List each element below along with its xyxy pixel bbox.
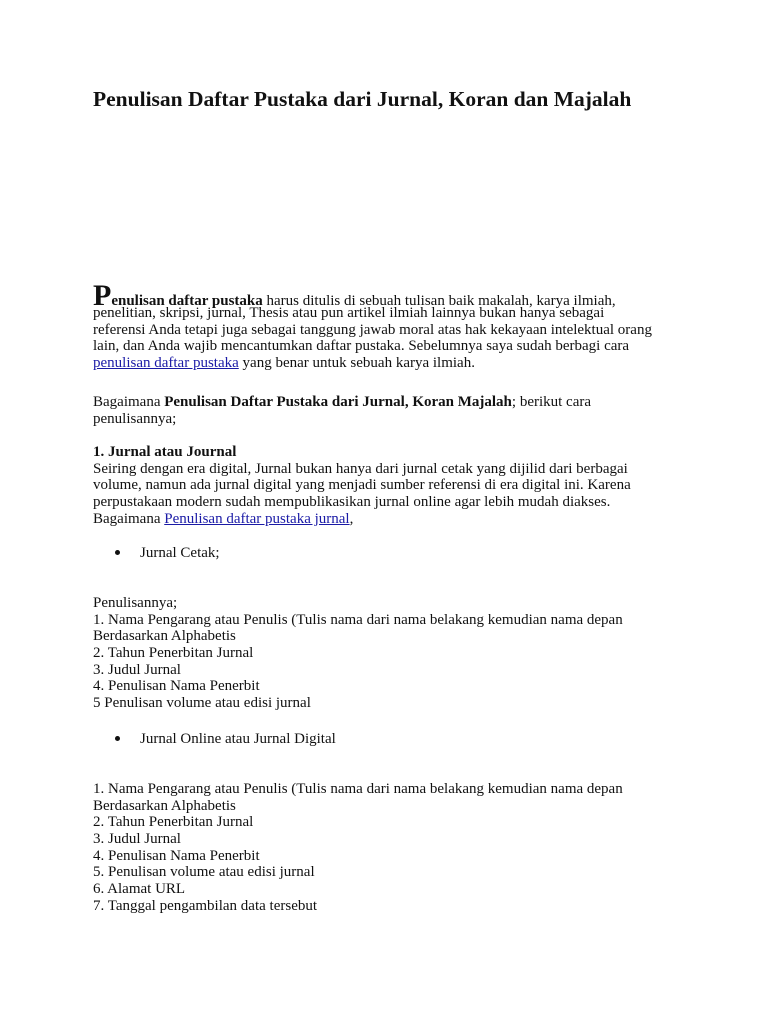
- list-item: 1. Nama Pengarang atau Penulis (Tulis nama dari nama belakang kemudian nama depan: [93, 611, 623, 628]
- bullet-icon: [115, 736, 120, 741]
- text-line: volume, namun ada jurnal digital yang menjadi sumber referensi di era digital ini. Karena: [93, 477, 631, 494]
- list-item: 7. Tanggal pengambilan data tersebut: [93, 897, 318, 914]
- text-line: lain, dan Anda wajib mencantumkan daftar pustaka. Sebelumnya saya sudah berbagi cara: [93, 338, 630, 355]
- bullet-item: [115, 731, 336, 748]
- list-item: 3. Judul Jurnal: [93, 831, 181, 848]
- bold-text: Penulisan Daftar Pustaka dari Jurnal, Koran Majalah: [164, 394, 512, 410]
- bullet-icon: [115, 550, 120, 555]
- intro-bold: enulisan daftar pustaka: [111, 293, 263, 309]
- list-jurnal-cetak: [93, 595, 623, 712]
- page-title: Penulisan Daftar Pustaka dari Jurnal, Koran dan Majalah: [93, 87, 632, 111]
- paragraph-2: [93, 394, 591, 427]
- list-item: 4. Penulisan Nama Penerbit: [93, 678, 260, 695]
- text-line: Seiring dengan era digital, Jurnal bukan hanya dari jurnal cetak yang dijilid dari berbagai: [93, 460, 628, 477]
- intro-paragraph: [93, 279, 652, 372]
- text-line: yang benar untuk sebuah karya ilmiah.: [238, 355, 475, 372]
- list-item: 5 Penulisan volume atau edisi jurnal: [93, 695, 311, 712]
- list-jurnal-online: [93, 781, 623, 915]
- drop-cap: P: [93, 279, 112, 312]
- text-line: perpustakaan modern sudah mempublikasikan jurnal online agar lebih mudah diakses.: [93, 494, 611, 511]
- list-item: 2. Tahun Penerbitan Jurnal: [93, 645, 254, 662]
- list-item: Berdasarkan Alphabetis: [93, 797, 236, 814]
- list-item: 2. Tahun Penerbitan Jurnal: [93, 814, 254, 831]
- list-item: 4. Penulisan Nama Penerbit: [93, 847, 260, 864]
- list-item: 3. Judul Jurnal: [93, 661, 181, 678]
- text: ,: [349, 510, 354, 527]
- bullet-item: [115, 545, 220, 562]
- text-line: harus ditulis di sebuah tulisan baik makalah, karya ilmiah,: [262, 293, 616, 309]
- text-line: penulisannya;: [93, 410, 177, 427]
- list-item: 6. Alamat URL: [93, 881, 186, 898]
- list-intro: Penulisannya;: [93, 595, 178, 611]
- bullet-text: Jurnal Cetak;: [140, 545, 220, 561]
- text: ; berikut cara: [511, 394, 592, 410]
- text: Bagaimana: [93, 394, 165, 410]
- section-heading: 1. Jurnal atau Journal: [93, 444, 237, 460]
- text: Bagaimana: [93, 510, 165, 527]
- link-penulisan-daftar-pustaka[interactable]: penulisan daftar pustaka: [93, 355, 239, 372]
- text-line: penelitian, skripsi, jurnal, Thesis atau pun artikel ilmiah lainnya bukan hanya sebagai: [93, 305, 605, 321]
- list-item: 1. Nama Pengarang atau Penulis (Tulis nama dari nama belakang kemudian nama depan: [93, 781, 623, 797]
- bullet-text: Jurnal Online atau Jurnal Digital: [140, 731, 336, 747]
- list-item: 5. Penulisan volume atau edisi jurnal: [93, 864, 315, 881]
- text-line: referensi Anda tetapi juga sebagai tanggung jawab moral atas hak kekayaan intelektual orang: [93, 321, 652, 338]
- list-item: Berdasarkan Alphabetis: [93, 628, 236, 645]
- link-penulisan-daftar-pustaka-jurnal[interactable]: Penulisan daftar pustaka jurnal: [164, 510, 350, 527]
- section-jurnal: [93, 444, 631, 527]
